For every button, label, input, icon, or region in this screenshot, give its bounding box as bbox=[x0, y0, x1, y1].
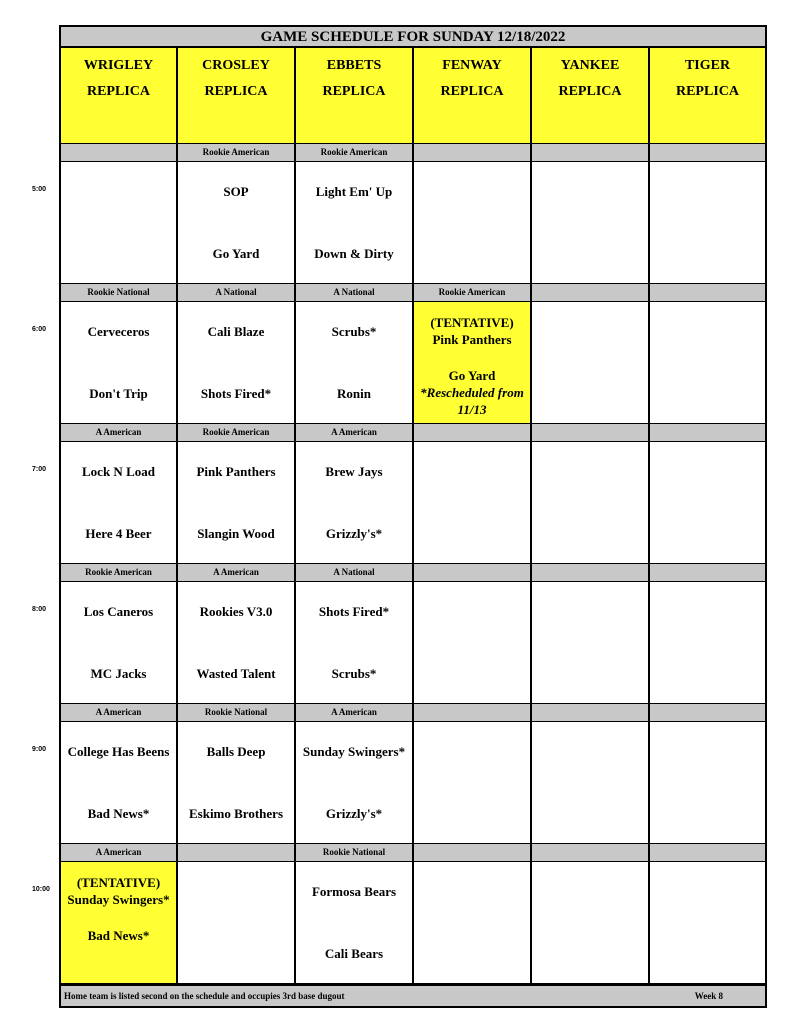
game-cell bbox=[413, 442, 531, 564]
game-cell bbox=[531, 862, 649, 984]
away-team: Shots Fired* bbox=[318, 604, 390, 619]
game-cell bbox=[531, 442, 649, 564]
home-team: Here 4 Beer bbox=[85, 526, 152, 541]
game-cell bbox=[649, 722, 767, 844]
division-label bbox=[531, 424, 649, 442]
away-team: Rookies V3.0 bbox=[199, 604, 273, 619]
away-team: Light Em' Up bbox=[315, 184, 393, 199]
away-team: Pink Panthers bbox=[432, 332, 512, 347]
home-team: Bad News* bbox=[87, 928, 150, 943]
away-team: SOP bbox=[223, 184, 249, 199]
time-label: 6:00 bbox=[32, 326, 47, 333]
game-cell bbox=[649, 442, 767, 564]
game-cell bbox=[177, 722, 295, 844]
time-slot-row bbox=[59, 302, 767, 424]
game-cell bbox=[649, 302, 767, 424]
division-label bbox=[531, 704, 649, 722]
division-label bbox=[413, 144, 531, 162]
division-label bbox=[649, 424, 767, 442]
time-slot-row bbox=[59, 162, 767, 284]
home-team: Go Yard bbox=[448, 368, 496, 383]
division-label: A American bbox=[295, 704, 413, 722]
away-team: Lock N Load bbox=[82, 464, 155, 479]
game-cell bbox=[413, 162, 531, 284]
division-label bbox=[531, 284, 649, 302]
field-subtitle: REPLICA bbox=[322, 84, 386, 99]
field-subtitle: REPLICA bbox=[86, 84, 150, 99]
division-label: A American bbox=[59, 424, 177, 442]
division-row bbox=[59, 844, 767, 862]
division-label: Rookie National bbox=[59, 284, 177, 302]
division-label: A American bbox=[59, 844, 177, 862]
division-label: A National bbox=[177, 284, 295, 302]
time-slot-row bbox=[59, 862, 767, 984]
week-label: Week 8 bbox=[694, 991, 723, 1001]
away-team: Scrubs* bbox=[331, 324, 377, 339]
game-cell bbox=[59, 162, 177, 284]
division-row bbox=[59, 704, 767, 722]
tentative-game-cell bbox=[59, 862, 177, 984]
reschedule-note: *Rescheduled from 11/13 bbox=[420, 385, 524, 417]
field-name: FENWAY bbox=[442, 58, 502, 73]
away-team: Brew Jays bbox=[325, 464, 383, 479]
home-team: Wasted Talent bbox=[196, 666, 276, 681]
division-label: Rookie National bbox=[177, 704, 295, 722]
schedule-title: GAME SCHEDULE FOR SUNDAY 12/18/2022 bbox=[59, 25, 767, 48]
game-cell bbox=[59, 442, 177, 564]
division-row bbox=[59, 284, 767, 302]
division-label: Rookie American bbox=[177, 424, 295, 442]
home-block bbox=[61, 927, 176, 944]
away-team: Cali Blaze bbox=[207, 324, 265, 339]
division-label: A National bbox=[295, 284, 413, 302]
game-cell bbox=[177, 862, 295, 984]
time-slot-row bbox=[59, 582, 767, 704]
time-label: 5:00 bbox=[32, 186, 47, 193]
home-team: Don't Trip bbox=[89, 386, 148, 401]
field-subtitle: REPLICA bbox=[558, 84, 622, 99]
home-team: Scrubs* bbox=[331, 666, 377, 681]
division-label: Rookie American bbox=[413, 284, 531, 302]
time-label: 10:00 bbox=[32, 886, 50, 893]
game-cell bbox=[295, 862, 413, 984]
division-label: Rookie American bbox=[59, 564, 177, 582]
game-cell bbox=[177, 582, 295, 704]
field-name: YANKEE bbox=[560, 58, 620, 73]
division-label bbox=[59, 144, 177, 162]
field-header-wrigley bbox=[59, 48, 177, 144]
game-cell bbox=[531, 302, 649, 424]
division-label bbox=[531, 844, 649, 862]
game-cell bbox=[59, 582, 177, 704]
game-cell bbox=[59, 302, 177, 424]
away-team: Balls Deep bbox=[206, 744, 266, 759]
division-label bbox=[649, 704, 767, 722]
game-cell bbox=[177, 442, 295, 564]
game-cell bbox=[531, 162, 649, 284]
division-label: A American bbox=[295, 424, 413, 442]
division-label bbox=[413, 844, 531, 862]
field-subtitle: REPLICA bbox=[675, 84, 739, 99]
away-team: College Has Beens bbox=[67, 744, 170, 759]
field-header-tiger bbox=[649, 48, 767, 144]
away-team: Sunday Swingers* bbox=[302, 744, 406, 759]
home-team: Grizzly's* bbox=[325, 526, 383, 541]
division-label bbox=[177, 844, 295, 862]
home-team: MC Jacks bbox=[90, 666, 147, 681]
division-row bbox=[59, 144, 767, 162]
tentative-game-cell bbox=[413, 302, 531, 424]
home-team: Ronin bbox=[337, 386, 371, 401]
tentative-label: (TENTATIVE) bbox=[430, 315, 514, 330]
home-block bbox=[414, 367, 530, 418]
field-header-row bbox=[59, 48, 767, 144]
game-cell bbox=[531, 582, 649, 704]
game-cell bbox=[177, 162, 295, 284]
game-cell bbox=[295, 722, 413, 844]
field-subtitle: REPLICA bbox=[440, 84, 504, 99]
tentative-block bbox=[61, 874, 176, 908]
field-header-crosley bbox=[177, 48, 295, 144]
field-name: CROSLEY bbox=[202, 58, 270, 73]
away-team: Pink Panthers bbox=[196, 464, 276, 479]
time-slot-row bbox=[59, 722, 767, 844]
home-team: Go Yard bbox=[212, 246, 260, 261]
game-cell bbox=[531, 722, 649, 844]
footer-bar bbox=[59, 984, 767, 1008]
field-header-ebbets bbox=[295, 48, 413, 144]
game-cell bbox=[295, 442, 413, 564]
time-slot-row bbox=[59, 442, 767, 564]
game-cell bbox=[295, 162, 413, 284]
away-team: Sunday Swingers* bbox=[67, 892, 170, 907]
game-cell bbox=[649, 162, 767, 284]
game-cell bbox=[413, 862, 531, 984]
division-label bbox=[413, 704, 531, 722]
home-team: Down & Dirty bbox=[314, 246, 394, 261]
schedule-table bbox=[59, 25, 767, 1008]
time-label: 9:00 bbox=[32, 746, 47, 753]
division-label: A American bbox=[59, 704, 177, 722]
division-row bbox=[59, 564, 767, 582]
time-label: 7:00 bbox=[32, 466, 47, 473]
home-team: Bad News* bbox=[87, 806, 150, 821]
away-team: Los Caneros bbox=[83, 604, 154, 619]
game-cell bbox=[295, 302, 413, 424]
field-header-yankee bbox=[531, 48, 649, 144]
division-label: Rookie National bbox=[295, 844, 413, 862]
home-team: Eskimo Brothers bbox=[188, 806, 283, 821]
division-label bbox=[531, 144, 649, 162]
division-label: A National bbox=[295, 564, 413, 582]
game-cell bbox=[295, 582, 413, 704]
division-label bbox=[413, 564, 531, 582]
division-label: Rookie American bbox=[295, 144, 413, 162]
field-header-fenway bbox=[413, 48, 531, 144]
field-name: WRIGLEY bbox=[83, 58, 154, 73]
home-team: Cali Bears bbox=[324, 946, 384, 961]
division-label: Rookie American bbox=[177, 144, 295, 162]
away-team: Formosa Bears bbox=[311, 884, 397, 899]
home-team: Grizzly's* bbox=[325, 806, 383, 821]
division-label bbox=[649, 144, 767, 162]
home-team: Shots Fired* bbox=[200, 386, 272, 401]
tentative-label: (TENTATIVE) bbox=[76, 875, 161, 890]
away-team: Cerveceros bbox=[87, 324, 150, 339]
division-label bbox=[649, 844, 767, 862]
game-cell bbox=[177, 302, 295, 424]
game-cell bbox=[413, 582, 531, 704]
division-label: A American bbox=[177, 564, 295, 582]
division-label bbox=[413, 424, 531, 442]
division-label bbox=[649, 564, 767, 582]
field-name: EBBETS bbox=[326, 58, 382, 73]
game-cell bbox=[649, 582, 767, 704]
tentative-block bbox=[414, 314, 530, 348]
division-row bbox=[59, 424, 767, 442]
game-cell bbox=[649, 862, 767, 984]
game-cell bbox=[413, 722, 531, 844]
game-cell bbox=[59, 722, 177, 844]
division-label bbox=[649, 284, 767, 302]
field-name: TIGER bbox=[684, 58, 731, 73]
home-team-note: Home team is listed second on the schedule and occupies 3rd base dugout bbox=[64, 991, 345, 1001]
field-subtitle: REPLICA bbox=[204, 84, 268, 99]
division-label bbox=[531, 564, 649, 582]
time-label: 8:00 bbox=[32, 606, 47, 613]
home-team: Slangin Wood bbox=[197, 526, 275, 541]
